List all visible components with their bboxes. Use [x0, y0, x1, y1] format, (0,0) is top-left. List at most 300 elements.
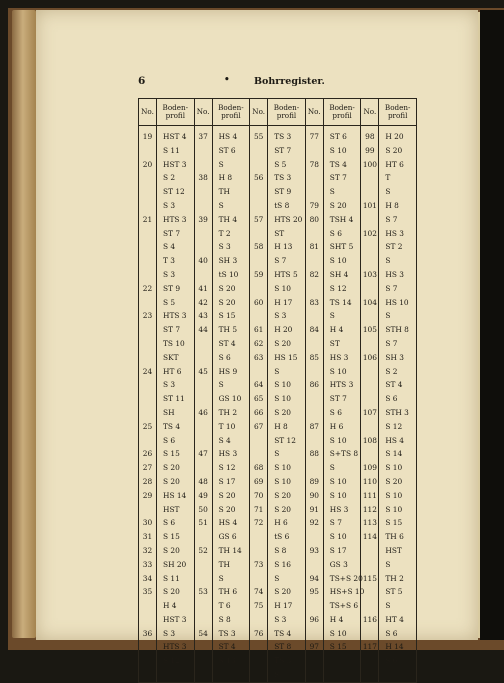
- bore-number: 69: [253, 476, 264, 486]
- soil-profile-entry: ST 2: [385, 242, 403, 252]
- bore-number: 40: [198, 256, 208, 266]
- header-profile: Boden- profil: [268, 99, 306, 126]
- soil-profile-entry: T: [385, 173, 391, 183]
- soil-profile-entry: S 17: [218, 476, 236, 486]
- bore-number: 86: [309, 380, 319, 390]
- bore-number: [250, 282, 267, 296]
- soil-profile-entry: TH 6: [218, 587, 238, 597]
- soil-profile-entry: GS 3: [329, 559, 348, 569]
- bore-number: 27: [142, 463, 153, 473]
- bore-number: [139, 613, 156, 627]
- soil-profile-entry: H 6: [274, 518, 288, 528]
- soil-profile-entry: TH 2: [218, 407, 238, 417]
- bore-number: 42: [198, 297, 208, 307]
- bore-number: [306, 337, 323, 351]
- soil-profile-entry: S 6: [163, 518, 176, 528]
- soil-profile-entry: TS+S 20: [329, 573, 363, 583]
- bore-number: [195, 420, 212, 434]
- soil-profile-entry: SKT: [163, 352, 179, 362]
- bore-number: 39: [198, 214, 208, 224]
- bore-number: [306, 627, 323, 641]
- soil-profile-entry: S 10: [274, 463, 292, 473]
- bore-number: 34: [142, 573, 153, 583]
- bore-number: 30: [142, 518, 153, 528]
- bore-number: [139, 337, 156, 351]
- bore-number: 99: [365, 145, 375, 155]
- bore-number: [139, 296, 156, 310]
- soil-profile-entry: S: [218, 573, 224, 583]
- soil-profile-entry: S 10: [329, 145, 347, 155]
- bore-number: [306, 434, 323, 448]
- soil-profile-entry: S: [385, 311, 391, 321]
- soil-profile-entry: HS 3: [218, 449, 238, 459]
- bore-number: [195, 572, 212, 586]
- soil-profile-entry: STH 8: [385, 325, 409, 335]
- bore-number: 107: [362, 407, 377, 417]
- soil-profile-entry: S 20: [274, 587, 292, 597]
- soil-profile-entry: S 20: [274, 407, 292, 417]
- soil-profile-entry: S 20: [218, 297, 236, 307]
- soil-profile-entry: S 10: [329, 476, 347, 486]
- soil-profile-entry: H 17: [274, 601, 293, 611]
- soil-profile-entry: HST 3: [163, 614, 187, 624]
- page-title: Bohrregister.: [254, 76, 325, 87]
- bore-number: 116: [362, 614, 377, 624]
- soil-profile-entry: S 10: [385, 490, 403, 500]
- bore-number: [139, 240, 156, 254]
- bore-number: 53: [198, 587, 208, 597]
- bore-number: 105: [362, 325, 377, 335]
- bore-number: [250, 254, 267, 268]
- soil-profile-entry: S 20: [329, 200, 347, 210]
- header-bullet: •: [224, 75, 230, 85]
- bore-number: [306, 599, 323, 613]
- soil-profile-entry: HST: [385, 545, 402, 555]
- bore-number: [139, 323, 156, 337]
- bore-number: [306, 171, 323, 185]
- soil-profile-entry: TS+S 6: [329, 601, 359, 611]
- soil-profile-entry: S 15: [329, 642, 347, 652]
- bore-number: [250, 144, 267, 158]
- soil-profile-entry: S 10: [329, 435, 347, 445]
- bore-number: 110: [362, 476, 377, 486]
- bore-number: [139, 185, 156, 199]
- soil-profile-entry: S: [218, 380, 224, 390]
- soil-profile-entry: S 10: [274, 394, 292, 404]
- bore-number: [306, 185, 323, 199]
- bore-number: 84: [309, 325, 319, 335]
- soil-profile-entry: STH 3: [385, 407, 409, 417]
- book-spine: [12, 10, 36, 638]
- soil-profile-entry: ST 4: [385, 380, 403, 390]
- soil-profile-entry: TH 2: [385, 573, 404, 583]
- header-no: No.: [139, 99, 157, 126]
- soil-profile-entry: ST 6: [329, 132, 347, 141]
- soil-profile-entry: HTS 20: [274, 214, 303, 224]
- bore-number: [195, 144, 212, 158]
- soil-profile-entry: S 7: [385, 283, 398, 293]
- bore-number: [139, 254, 156, 268]
- bore-number: 28: [142, 476, 153, 486]
- soil-profile-entry: S: [274, 449, 280, 459]
- bore-number: 108: [362, 435, 377, 445]
- soil-profile-entry: HST: [163, 504, 180, 514]
- bore-number: 25: [142, 421, 153, 431]
- bore-number: 67: [253, 421, 264, 431]
- bore-number: 33: [142, 559, 153, 569]
- soil-profile-entry: T 10: [218, 421, 236, 431]
- soil-profile-entry: TS 4: [163, 421, 181, 431]
- soil-profile-entry: S 4: [218, 435, 231, 445]
- soil-profile-entry: H 4: [163, 601, 177, 611]
- soil-profile-entry: S: [329, 187, 335, 197]
- bore-number: [139, 199, 156, 213]
- soil-profile-entry: S 15: [163, 449, 180, 459]
- soil-profile-entry: tS 6: [274, 532, 290, 542]
- bore-number: 47: [198, 449, 208, 459]
- soil-profile-entry: S 15: [385, 518, 403, 528]
- bore-number: [250, 654, 267, 668]
- bore-number: 95: [309, 587, 319, 597]
- bore-number: [195, 351, 212, 365]
- bore-number: 100: [362, 159, 377, 169]
- bore-number: 73: [253, 559, 264, 569]
- soil-profile-entry: S 10: [329, 366, 347, 376]
- bore-number: [195, 199, 212, 213]
- soil-profile-entry: ST 7: [329, 394, 347, 404]
- bore-number: [306, 254, 323, 268]
- bore-number: 92: [309, 518, 319, 528]
- bore-number: 111: [362, 490, 377, 500]
- bore-number: [361, 240, 378, 254]
- soil-profile-entry: TS 10: [163, 338, 185, 348]
- bore-number: [250, 640, 267, 654]
- soil-profile-entry: TH: [218, 559, 230, 569]
- bore-number: 46: [198, 407, 208, 417]
- header-profile: Boden- profil: [212, 99, 250, 126]
- soil-profile-entry: S 3: [163, 200, 176, 210]
- bore-number: [139, 227, 156, 241]
- soil-profile-entry: S 10: [385, 463, 403, 473]
- soil-profile-entry: H 14: [385, 642, 404, 652]
- soil-profile-entry: ST 9: [163, 283, 181, 293]
- soil-profile-entry: S+TS 8: [329, 449, 359, 459]
- soil-profile-entry: ST: [329, 338, 340, 348]
- soil-profile-entry: S 7: [385, 338, 398, 348]
- bore-number: [139, 406, 156, 420]
- bore-number: 114: [362, 532, 377, 542]
- header-profile: Boden- profil: [157, 99, 195, 126]
- header-no: No.: [361, 99, 379, 126]
- soil-profile-entry: TH 4: [218, 214, 238, 224]
- soil-profile-entry: S 3: [218, 242, 231, 252]
- profile-column-3: [268, 126, 306, 683]
- bore-number: [361, 392, 378, 406]
- page-number: 6: [138, 75, 146, 87]
- soil-profile-entry: S 13: [218, 656, 236, 666]
- soil-profile-entry: S 8: [218, 614, 231, 624]
- bore-number: 77: [309, 132, 319, 141]
- background: [480, 10, 504, 640]
- bore-number: 62: [253, 338, 264, 348]
- bore-number: [195, 268, 212, 282]
- bore-number: 93: [309, 545, 319, 555]
- soil-profile-entry: S: [274, 573, 280, 583]
- soil-profile-entry: S 6: [385, 394, 398, 404]
- soil-profile-entry: H 6: [329, 421, 344, 431]
- soil-profile-entry: H 17: [274, 297, 293, 307]
- soil-profile-entry: HTS 3: [329, 380, 354, 390]
- bore-number: [361, 544, 378, 558]
- soil-profile-entry: S 10: [329, 628, 347, 638]
- bore-number: [361, 309, 378, 323]
- soil-profile-entry: S 10: [385, 504, 403, 514]
- bore-number: [361, 558, 378, 572]
- soil-profile-entry: S 12: [329, 283, 347, 293]
- soil-profile-entry: S 10: [329, 256, 347, 266]
- bore-number: 20: [142, 159, 153, 169]
- bore-number: [195, 185, 212, 199]
- soil-profile-entry: HS 9: [218, 366, 238, 376]
- bore-number: [361, 254, 378, 268]
- bore-number: [250, 447, 267, 461]
- bore-number: [195, 337, 212, 351]
- header-no: No.: [250, 99, 268, 126]
- soil-profile-entry: S: [274, 366, 280, 376]
- soil-profile-entry: H 4: [329, 614, 344, 624]
- soil-profile-entry: S 10: [329, 490, 347, 500]
- soil-profile-entry: H 8: [218, 173, 233, 183]
- soil-profile-entry: HTS 3: [163, 214, 187, 224]
- bore-number: 43: [198, 311, 208, 321]
- soil-profile-entry: ST 4: [218, 642, 236, 652]
- bore-number: 26: [142, 449, 153, 459]
- bore-number: 97: [309, 642, 319, 652]
- profile-column-1: [157, 126, 195, 683]
- bore-number: [361, 447, 378, 461]
- bore-number: [195, 227, 212, 241]
- bore-number: 88: [309, 449, 319, 459]
- soil-profile-entry: S 2: [385, 366, 398, 376]
- bore-number: [139, 503, 156, 517]
- soil-profile-entry: S 20: [218, 490, 236, 500]
- soil-profile-entry: HT 6: [385, 159, 404, 169]
- bore-number: [361, 337, 378, 351]
- soil-profile-entry: ST 9: [274, 187, 292, 197]
- soil-profile-entry: HS 4: [385, 435, 404, 445]
- soil-profile-entry: ST: [274, 228, 285, 238]
- bore-number: [361, 627, 378, 641]
- bore-number: 83: [309, 297, 319, 307]
- bore-number: [361, 420, 378, 434]
- soil-profile-entry: H 20: [385, 132, 404, 141]
- bore-number: [306, 530, 323, 544]
- bore-number: 82: [309, 269, 319, 279]
- soil-profile-entry: ST 7: [163, 228, 181, 238]
- soil-profile-entry: S 20: [163, 545, 180, 555]
- soil-profile-entry: SHT 5: [329, 242, 354, 252]
- soil-profile-entry: S 6: [385, 656, 398, 666]
- soil-profile-entry: S: [385, 187, 391, 197]
- soil-profile-entry: S 5: [163, 297, 176, 307]
- bore-number: 115: [362, 573, 377, 583]
- soil-profile-entry: HS 3: [385, 228, 404, 238]
- bore-number: [361, 378, 378, 392]
- soil-profile-entry: S 7: [329, 518, 342, 528]
- bore-number: 59: [253, 269, 264, 279]
- soil-profile-entry: S 7: [385, 214, 398, 224]
- soil-profile-entry: ST 7: [163, 325, 181, 335]
- header-no: No.: [305, 99, 323, 126]
- bore-number: 112: [362, 504, 377, 514]
- soil-profile-entry: HS+S 10: [329, 587, 365, 597]
- bore-number: 113: [362, 518, 377, 528]
- bore-number: [250, 434, 267, 448]
- soil-profile-entry: HTS 5: [274, 269, 298, 279]
- soil-profile-entry: S: [218, 200, 224, 210]
- soil-profile-entry: S 10: [274, 283, 292, 293]
- bore-number: [250, 544, 267, 558]
- bore-number: [250, 309, 267, 323]
- bore-number: 23: [142, 311, 153, 321]
- soil-profile-entry: SH 4: [329, 269, 349, 279]
- soil-profile-entry: S 20: [218, 504, 236, 514]
- soil-profile-entry: S 8: [274, 545, 287, 555]
- bore-number: 55: [253, 132, 264, 141]
- bore-number: [361, 365, 378, 379]
- bore-number: [195, 613, 212, 627]
- bore-number: [195, 392, 212, 406]
- soil-profile-entry: HS 3: [329, 352, 349, 362]
- soil-profile-entry: S 14: [385, 449, 403, 459]
- soil-profile-entry: S 6: [329, 407, 342, 417]
- bore-number: 60: [253, 297, 264, 307]
- bore-number: [306, 227, 323, 241]
- bore-number: 80: [309, 214, 319, 224]
- bore-number: 44: [198, 325, 208, 335]
- soil-profile-entry: GS 10: [218, 394, 242, 404]
- soil-profile-entry: ST 11: [163, 394, 185, 404]
- bore-number: 96: [309, 614, 319, 624]
- bore-number: [361, 654, 378, 668]
- bore-number: 52: [198, 545, 208, 555]
- bore-number: [139, 640, 156, 654]
- bore-number: 76: [253, 628, 264, 638]
- bore-number: 31: [142, 532, 153, 542]
- bore-number: [250, 365, 267, 379]
- bore-number: 19: [142, 132, 153, 141]
- bore-number: [306, 144, 323, 158]
- bore-number: 89: [309, 476, 319, 486]
- bore-number: 102: [362, 228, 377, 238]
- bore-number: 45: [198, 366, 208, 376]
- soil-profile-entry: ST 7: [329, 173, 347, 183]
- profile-column-2: [212, 126, 250, 683]
- soil-profile-entry: HT 6: [163, 366, 182, 376]
- soil-profile-entry: S 20: [163, 587, 180, 597]
- no-column-1: [139, 126, 157, 683]
- soil-profile-entry: TS 3: [274, 656, 292, 666]
- soil-profile-entry: S 2: [163, 173, 176, 183]
- bore-number: 74: [253, 587, 264, 597]
- profile-column-5: [379, 126, 417, 683]
- soil-profile-entry: S 20: [274, 338, 292, 348]
- soil-profile-entry: tS 8: [274, 200, 290, 210]
- bore-number: 63: [253, 352, 264, 362]
- soil-profile-entry: S 7: [274, 256, 287, 266]
- soil-profile-entry: S 11: [163, 573, 180, 583]
- bore-number: 50: [198, 504, 208, 514]
- soil-profile-entry: T 2: [218, 228, 231, 238]
- soil-profile-entry: S 20: [385, 145, 403, 155]
- bore-number: 56: [253, 173, 264, 183]
- soil-profile-entry: ST 4: [218, 338, 236, 348]
- bore-number: [139, 378, 156, 392]
- soil-profile-entry: TS 3: [274, 173, 292, 183]
- soil-profile-entry: H 20: [274, 325, 293, 335]
- bore-number: 24: [142, 366, 153, 376]
- soil-profile-entry: S 20: [274, 504, 292, 514]
- bore-number: [250, 158, 267, 172]
- bore-number: [139, 351, 156, 365]
- soil-profile-entry: HS 15: [274, 352, 298, 362]
- bore-number: 58: [253, 242, 264, 252]
- soil-profile-entry: S 3: [163, 269, 176, 279]
- soil-profile-entry: S 15: [163, 532, 180, 542]
- bore-number: [250, 530, 267, 544]
- soil-profile-entry: HS 10: [385, 297, 409, 307]
- soil-profile-entry: S: [218, 159, 224, 169]
- bore-number: 106: [362, 352, 377, 362]
- soil-profile-entry: SH 20: [163, 559, 187, 569]
- bore-number: 41: [198, 283, 208, 293]
- bore-number: 65: [253, 394, 264, 404]
- bore-number: 104: [362, 297, 377, 307]
- bore-number: [306, 309, 323, 323]
- soil-profile-entry: TS 4: [329, 159, 347, 169]
- soil-profile-entry: S 20: [163, 463, 180, 473]
- table-header-row: [139, 99, 417, 126]
- bore-number: 21: [142, 214, 153, 224]
- soil-profile-entry: S 6: [329, 228, 342, 238]
- soil-profile-entry: ST 12: [163, 187, 185, 197]
- soil-profile-entry: ST 6: [218, 145, 236, 155]
- soil-profile-entry: SH: [163, 407, 175, 417]
- bore-number: 37: [198, 132, 208, 141]
- bore-number: 90: [309, 490, 319, 500]
- bore-number: 68: [253, 463, 264, 473]
- bore-number: [195, 530, 212, 544]
- soil-profile-entry: TS 14: [329, 297, 352, 307]
- soil-profile-entry: T 3: [163, 256, 175, 266]
- soil-profile-entry: S 5: [274, 159, 287, 169]
- soil-profile-entry: S 6: [163, 435, 176, 445]
- bore-number: [361, 213, 378, 227]
- soil-profile-entry: S 16: [274, 559, 292, 569]
- bore-number: 38: [198, 173, 208, 183]
- soil-profile-entry: ST 5: [385, 587, 403, 597]
- bore-number: 98: [365, 132, 375, 141]
- bore-number: 66: [253, 407, 264, 417]
- profile-column-4: [323, 126, 365, 683]
- bore-number: [250, 613, 267, 627]
- bore-number: 22: [142, 283, 153, 293]
- register-table: [138, 98, 417, 683]
- soil-profile-entry: S 11: [163, 145, 180, 155]
- soil-profile-entry: ST 12: [274, 435, 296, 445]
- bore-number: [195, 434, 212, 448]
- soil-profile-entry: S 3: [163, 628, 176, 638]
